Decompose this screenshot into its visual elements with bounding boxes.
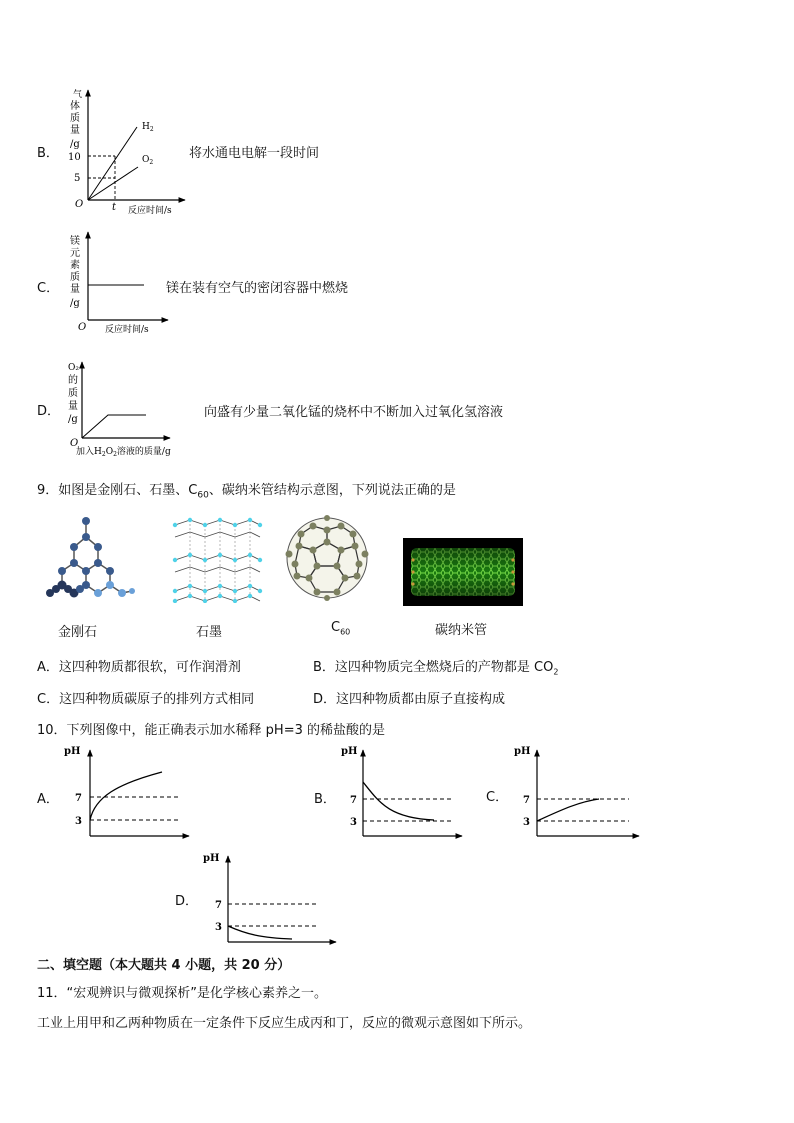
q10-c-curve <box>537 799 599 821</box>
graph-b-t: t <box>112 202 117 213</box>
q9-stem: 9．如图是金刚石、石墨、$C_{60}$、碳纳米管结构示意图，下列说法正确的是 <box>37 483 456 501</box>
q11-line-2: 工业上用甲和乙两种物质在一定条件下反应生成丙和丁，反应的微观示意图如下所示。 <box>37 1016 532 1031</box>
option-b-desc: 将水通电电解一段时间 <box>189 146 320 161</box>
q10-option-a-label: A． <box>37 792 59 807</box>
section-2-title: 二、填空题（本大题共 4 小题，共 20 分） <box>37 958 291 973</box>
q10-d-ylabel: pH <box>203 853 220 864</box>
q10-d-curve <box>228 926 292 939</box>
caption-diamond: 金刚石 <box>58 625 98 640</box>
q11-line-1: 11．“宏观辨识与微观探析”是化学核心素养之一。 <box>37 986 328 1001</box>
graph-c-ylabel-3: 素 <box>70 260 80 271</box>
h2-label: $H_2$ <box>142 122 154 133</box>
graph-d-ylabel-5: /g <box>68 414 78 425</box>
graph-c-ylabel-2: 元 <box>70 248 80 259</box>
graph-c-ylabel-4: 质 <box>70 272 80 283</box>
diamond-structure-image <box>38 515 138 605</box>
graph-d-ylabel-3: 质 <box>68 388 78 399</box>
graph-d-ylabel-2: 的 <box>68 375 78 386</box>
q10-graph-a <box>57 742 197 842</box>
q9-option-a: A．这四种物质都很软，可作润滑剂 <box>37 660 241 675</box>
caption-c60: $C_{60}$ <box>331 620 351 637</box>
q10-c-tick7: 7 <box>523 795 530 806</box>
q10-b-tick7: 7 <box>350 795 357 806</box>
graph-d-ylabel-4: 量 <box>68 401 78 412</box>
c60-structure-image <box>281 512 373 604</box>
nanotube-structure-image <box>403 538 523 606</box>
q10-b-ylabel: pH <box>341 746 358 757</box>
graph-b-tick-5: 5 <box>74 173 81 184</box>
option-b-label: B． <box>37 146 59 161</box>
option-d-desc: 向盛有少量二氧化锰的烧杯中不断加入过氧化氢溶液 <box>204 405 504 420</box>
q10-option-b-label: B． <box>314 792 336 807</box>
graph-c-xlabel: 反应时间/s <box>105 325 149 335</box>
graph-b-xlabel: 反应时间/s <box>128 206 172 216</box>
graph-c-ylabel-1: 镁 <box>70 236 80 247</box>
graph-c <box>60 228 180 338</box>
q9-option-c: C．这四种物质碳原子的排列方式相同 <box>37 692 255 707</box>
q10-option-d-label: D． <box>175 894 199 909</box>
q10-d-tick7: 7 <box>215 900 222 911</box>
graph-b-ylabel-2: 体 <box>70 101 80 112</box>
q10-graph-d <box>196 848 341 948</box>
caption-graphite: 石墨 <box>196 625 223 640</box>
graph-d-line <box>82 415 146 438</box>
q10-stem: 10．下列图像中，能正确表示加水稀释 pH=3 的稀盐酸的是 <box>37 723 385 738</box>
option-c-desc: 镁在装有空气的密闭容器中燃烧 <box>166 281 349 296</box>
graph-b-ylabel-1: 气 <box>73 90 83 100</box>
graph-d <box>60 358 210 458</box>
option-c-label: C． <box>37 281 60 296</box>
q10-b-tick3: 3 <box>350 817 357 828</box>
graph-b-tick-10: 10 <box>68 152 81 163</box>
q10-c-tick3: 3 <box>523 817 530 828</box>
caption-nanotube: 碳纳米管 <box>435 623 488 638</box>
option-d-label: D． <box>37 404 61 419</box>
graph-b-ylabel-4: 量 <box>70 125 80 136</box>
q10-a-tick7: 7 <box>75 793 82 804</box>
graph-c-ylabel-6: /g <box>70 298 80 309</box>
q9-option-b: B．这四种物质完全燃烧后的产物都是 $CO_2$ <box>313 660 559 677</box>
q10-a-ylabel: pH <box>64 746 81 757</box>
graph-c-ylabel-5: 量 <box>70 284 80 295</box>
q10-option-c-label: C． <box>486 790 509 805</box>
o2-line <box>88 167 138 200</box>
graph-b-ylabel-3: 质 <box>70 113 80 124</box>
q9-option-d: D．这四种物质都由原子直接构成 <box>313 692 506 707</box>
h2-line <box>88 127 137 200</box>
o2-label: $O_2$ <box>142 155 154 166</box>
q10-d-tick3: 3 <box>215 922 222 933</box>
graph-b <box>60 85 200 220</box>
graph-d-origin: O <box>70 438 79 449</box>
graph-b-origin: O <box>75 199 84 210</box>
q10-a-curve <box>90 772 162 820</box>
graph-c-origin: O <box>78 322 87 333</box>
graphite-structure-image <box>170 515 265 603</box>
q10-b-curve <box>363 782 434 820</box>
q10-c-ylabel: pH <box>514 746 531 757</box>
graph-d-xlabel: 加入$H_2O_2$溶液的质量/g <box>76 447 171 458</box>
graph-b-ylabel-5: /g <box>70 139 80 150</box>
q10-graph-c <box>507 742 647 842</box>
q10-a-tick3: 3 <box>75 816 82 827</box>
graph-d-ylabel-1: O₂ <box>68 363 79 373</box>
q10-graph-b <box>334 742 474 842</box>
